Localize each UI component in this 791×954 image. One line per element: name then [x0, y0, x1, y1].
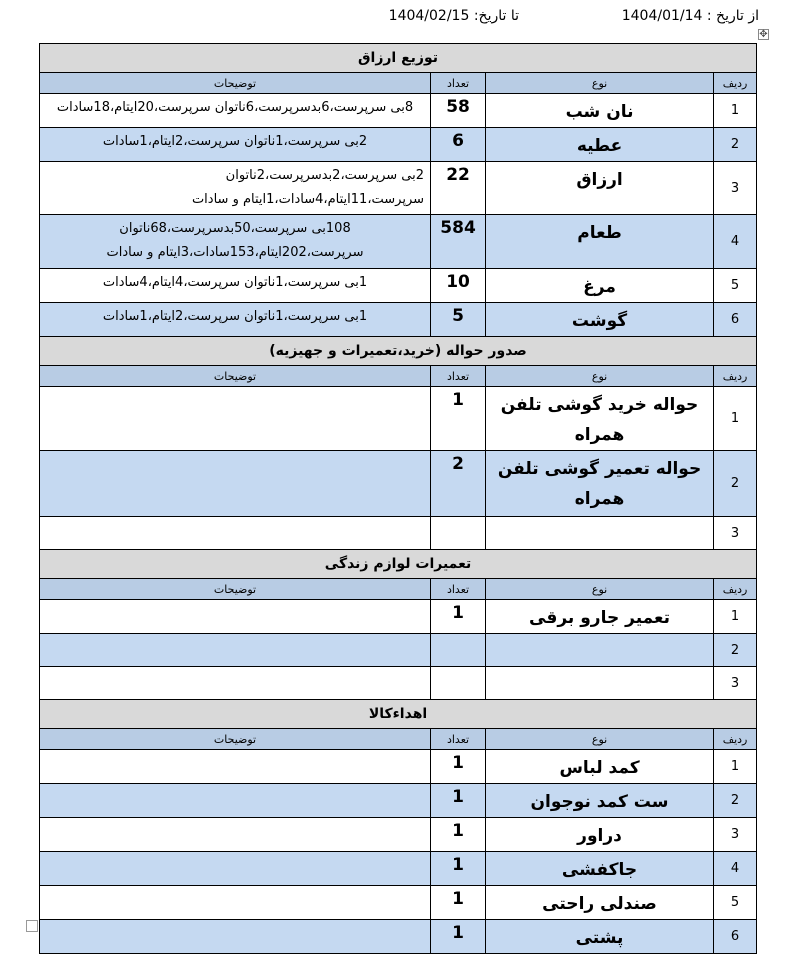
- row-type[interactable]: جاکفشی: [486, 852, 714, 886]
- table-row: [40, 162, 757, 215]
- header-description[interactable]: توضیحات: [40, 73, 431, 94]
- column-header-row: [40, 366, 757, 387]
- row-type[interactable]: کمد لباس: [486, 750, 714, 784]
- table-row: [40, 750, 757, 784]
- row-description[interactable]: 1بی سرپرست،1ناتوان سرپرست،2ایتام،1سادات: [40, 303, 431, 337]
- header-type[interactable]: نوع: [486, 579, 714, 600]
- row-count[interactable]: 1: [431, 852, 486, 886]
- row-description[interactable]: [40, 387, 431, 451]
- row-description[interactable]: [40, 517, 431, 550]
- row-index[interactable]: 2: [714, 784, 757, 818]
- row-type[interactable]: [486, 517, 714, 550]
- table-row: [40, 818, 757, 852]
- table-row: [40, 920, 757, 954]
- row-index[interactable]: 3: [714, 162, 757, 215]
- row-description[interactable]: [40, 451, 431, 517]
- section-title[interactable]: صدور حواله (خرید،تعمیرات و جهیزیه): [40, 337, 757, 366]
- from-date: [622, 8, 759, 24]
- header-description[interactable]: توضیحات: [40, 579, 431, 600]
- table-row: [40, 634, 757, 667]
- row-count[interactable]: [431, 517, 486, 550]
- header-count[interactable]: تعداد: [431, 73, 486, 94]
- header-index[interactable]: ردیف: [714, 729, 757, 750]
- header-description[interactable]: توضیحات: [40, 729, 431, 750]
- row-description[interactable]: 2بی سرپرست،1ناتوان سرپرست،2ایتام،1سادات: [40, 128, 431, 162]
- row-type[interactable]: مرغ: [486, 269, 714, 303]
- row-count[interactable]: 1: [431, 784, 486, 818]
- table-row: [40, 784, 757, 818]
- row-type[interactable]: دراور: [486, 818, 714, 852]
- row-index[interactable]: 2: [714, 451, 757, 517]
- section-title[interactable]: اهداءکالا: [40, 700, 757, 729]
- header-index[interactable]: ردیف: [714, 366, 757, 387]
- header-type[interactable]: نوع: [486, 366, 714, 387]
- row-type[interactable]: گوشت: [486, 303, 714, 337]
- row-description[interactable]: [40, 634, 431, 667]
- row-count[interactable]: 1: [431, 600, 486, 634]
- row-index[interactable]: 1: [714, 750, 757, 784]
- section-title-row: [40, 44, 757, 73]
- table-row: [40, 387, 757, 451]
- table-row: [40, 517, 757, 550]
- row-count[interactable]: [431, 667, 486, 700]
- row-type[interactable]: پشتی: [486, 920, 714, 954]
- row-count[interactable]: 5: [431, 303, 486, 337]
- section-title-row: [40, 337, 757, 366]
- row-count[interactable]: [431, 634, 486, 667]
- to-date-label: تا تاریخ:: [473, 8, 519, 24]
- table-row: [40, 667, 757, 700]
- header-type[interactable]: نوع: [486, 729, 714, 750]
- row-type[interactable]: طعام: [486, 215, 714, 269]
- row-description[interactable]: 1بی سرپرست،1ناتوان سرپرست،4ایتام،4سادات: [40, 269, 431, 303]
- column-header-row: [40, 73, 757, 94]
- from-date-value: 1404/01/14: [621, 8, 703, 24]
- row-count[interactable]: 2: [431, 451, 486, 517]
- report-table: [39, 43, 757, 954]
- table-row: [40, 215, 757, 269]
- table-row: [40, 451, 757, 517]
- row-index[interactable]: 5: [714, 269, 757, 303]
- row-index[interactable]: 1: [714, 600, 757, 634]
- row-index[interactable]: 1: [714, 94, 757, 128]
- row-index[interactable]: 6: [714, 920, 757, 954]
- row-index[interactable]: 3: [714, 517, 757, 550]
- row-index[interactable]: 2: [714, 128, 757, 162]
- row-type[interactable]: نان شب: [486, 94, 714, 128]
- row-description[interactable]: 108بی سرپرست،50بدسرپرست،68ناتوان سرپرست،202ایتام،153سادات،3ایتام و سادات: [40, 215, 431, 269]
- row-index[interactable]: 5: [714, 886, 757, 920]
- column-header-row: [40, 579, 757, 600]
- paragraph-end-marker: [26, 920, 38, 932]
- row-count[interactable]: 58: [431, 94, 486, 128]
- row-type[interactable]: حواله تعمیر گوشی تلفن همراه: [486, 451, 714, 517]
- row-description[interactable]: [40, 784, 431, 818]
- row-type[interactable]: تعمیر جارو برقی: [486, 600, 714, 634]
- table-row: [40, 852, 757, 886]
- header-count[interactable]: تعداد: [431, 579, 486, 600]
- row-type[interactable]: [486, 667, 714, 700]
- header-type[interactable]: نوع: [486, 73, 714, 94]
- section-title[interactable]: تعمیرات لوازم زندگی: [40, 550, 757, 579]
- table-row: [40, 886, 757, 920]
- header-index[interactable]: ردیف: [714, 73, 757, 94]
- row-description[interactable]: [40, 818, 431, 852]
- row-count[interactable]: 1: [431, 387, 486, 451]
- row-count[interactable]: 10: [431, 269, 486, 303]
- row-count[interactable]: 22: [431, 162, 486, 215]
- from-date-label: از تاریخ :: [706, 8, 759, 24]
- table-row: [40, 128, 757, 162]
- row-description[interactable]: 8بی سرپرست،6بدسرپرست،6ناتوان سرپرست،20ایتام،18سادات: [40, 94, 431, 128]
- header-index[interactable]: ردیف: [714, 579, 757, 600]
- row-count[interactable]: 1: [431, 750, 486, 784]
- table-row: [40, 303, 757, 337]
- row-count[interactable]: 1: [431, 920, 486, 954]
- row-index[interactable]: 3: [714, 818, 757, 852]
- section-title-row: [40, 550, 757, 579]
- section-title-row: [40, 700, 757, 729]
- table-row: [40, 94, 757, 128]
- row-description[interactable]: [40, 920, 431, 954]
- to-date: [389, 8, 519, 24]
- row-index[interactable]: 4: [714, 852, 757, 886]
- header-count[interactable]: تعداد: [431, 366, 486, 387]
- section-title[interactable]: توزیع ارزاق: [40, 44, 757, 73]
- report-date-range: [0, 8, 791, 30]
- row-index[interactable]: 4: [714, 215, 757, 269]
- row-type[interactable]: صندلی راحتی: [486, 886, 714, 920]
- row-count[interactable]: 1: [431, 886, 486, 920]
- to-date-value: 1404/02/15: [388, 8, 470, 24]
- header-count[interactable]: تعداد: [431, 729, 486, 750]
- row-count[interactable]: 1: [431, 818, 486, 852]
- row-index[interactable]: 3: [714, 667, 757, 700]
- row-description[interactable]: [40, 667, 431, 700]
- row-type[interactable]: ارزاق: [486, 162, 714, 215]
- row-description[interactable]: [40, 852, 431, 886]
- row-type[interactable]: حواله خرید گوشی تلفن همراه: [486, 387, 714, 451]
- row-count[interactable]: 584: [431, 215, 486, 269]
- row-type[interactable]: ست کمد نوجوان: [486, 784, 714, 818]
- row-description[interactable]: 2بی سرپرست،2بدسرپرست،2ناتوان سرپرست،11ایتام،4سادات،1ایتام و سادات: [40, 162, 431, 215]
- column-header-row: [40, 729, 757, 750]
- table-row: [40, 600, 757, 634]
- row-count[interactable]: 6: [431, 128, 486, 162]
- header-description[interactable]: توضیحات: [40, 366, 431, 387]
- row-index[interactable]: 6: [714, 303, 757, 337]
- row-description[interactable]: [40, 750, 431, 784]
- row-type[interactable]: عطیه: [486, 128, 714, 162]
- table-move-handle-icon[interactable]: ✥: [759, 29, 768, 40]
- row-description[interactable]: [40, 600, 431, 634]
- table-row: [40, 269, 757, 303]
- row-index[interactable]: 2: [714, 634, 757, 667]
- row-index[interactable]: 1: [714, 387, 757, 451]
- row-description[interactable]: [40, 886, 431, 920]
- row-type[interactable]: [486, 634, 714, 667]
